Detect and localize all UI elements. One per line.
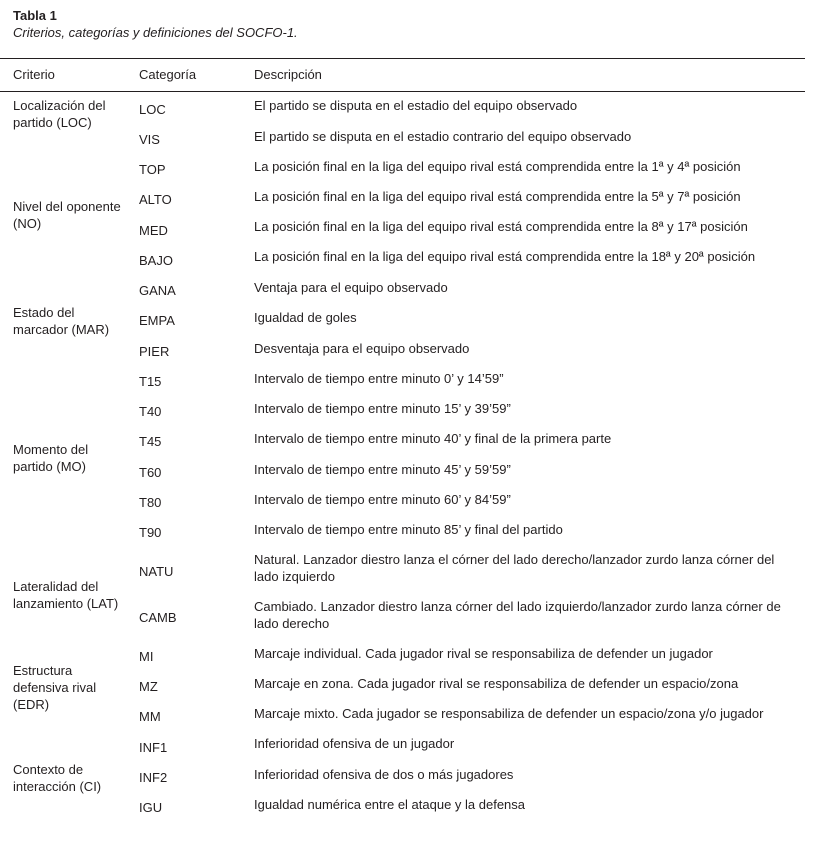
header-category: Categoría [139, 67, 197, 82]
category-cell: EMPA [139, 313, 175, 328]
criterion-line: Estado del [13, 305, 75, 320]
category-cell: T90 [139, 525, 162, 540]
category-cell: T45 [139, 434, 162, 449]
category-cell: VIS [139, 132, 160, 147]
criterion-line: Lateralidad del [13, 579, 99, 594]
criterion-edr [13, 662, 96, 713]
category-cell: NATU [139, 564, 174, 579]
criterion-line: Contexto de [13, 762, 84, 777]
category-cell: IGU [139, 800, 163, 815]
category-cell: GANA [139, 283, 176, 298]
criterion-line: Estructura [13, 663, 73, 678]
description-cell: Intervalo de tiempo entre minuto 40’ y final de la primera parte [254, 431, 612, 446]
criterion-line: (EDR) [13, 697, 50, 712]
category-cell: MZ [139, 679, 158, 694]
category-cell: TOP [139, 162, 166, 177]
description-cell: La posición final en la liga del equipo rival está comprendida entre la 8ª y 17ª posición [254, 219, 748, 234]
criterion-line: defensiva rival [13, 680, 97, 695]
criterion-line: interacción (CI) [13, 779, 102, 794]
criterion-line: partido (MO) [13, 459, 86, 474]
description-cell: Inferioridad ofensiva de dos o más jugadores [254, 767, 514, 782]
description-cell: La posición final en la liga del equipo rival está comprendida entre la 18ª y 20ª posición [254, 249, 756, 264]
table-caption: Criterios, categorías y definiciones del SOCFO-1. [13, 25, 298, 40]
description-cell: Intervalo de tiempo entre minuto 85’ y final del partido [254, 522, 563, 537]
description-cell: Cambiado. Lanzador diestro lanza córner del lado izquierdo/lanzador zurdo lanza córner de lado derecho [254, 599, 781, 631]
description-cell: Natural. Lanzador diestro lanza el córner del lado derecho/lanzador zurdo lanza córner del lado izquierdo [254, 552, 775, 584]
criterion-loc [13, 97, 106, 131]
criterion-no [13, 198, 121, 232]
criterion-line: partido (LOC) [13, 115, 92, 130]
criterion-lat [13, 578, 118, 612]
criterion-line: Momento del [13, 442, 89, 457]
category-cell: INF1 [139, 740, 168, 755]
description-cell: Intervalo de tiempo entre minuto 45’ y 59’59” [254, 462, 511, 477]
criterion-line: Nivel del oponente [13, 199, 121, 214]
description-cell: Igualdad numérica entre el ataque y la defensa [254, 797, 526, 812]
category-cell: MM [139, 709, 161, 724]
description-cell: Marcaje en zona. Cada jugador rival se responsabiliza de defender un espacio/zona [254, 676, 739, 691]
criterion-line: lanzamiento (LAT) [13, 596, 119, 611]
header-criterion: Criterio [13, 67, 55, 82]
header-description: Descripción [254, 67, 322, 82]
description-cell: Intervalo de tiempo entre minuto 15’ y 39’59” [254, 401, 511, 416]
category-cell: PIER [139, 344, 170, 359]
criterion-mar [13, 304, 109, 338]
description-cell: Inferioridad ofensiva de un jugador [254, 736, 455, 751]
criterion-line: Localización del [13, 98, 106, 113]
category-cell: INF2 [139, 770, 168, 785]
description-cell: El partido se disputa en el estadio del equipo observado [254, 98, 578, 113]
description-cell: Marcaje mixto. Cada jugador se responsabiliza de defender un espacio/zona y/o jugador [254, 706, 764, 721]
criterion-ci [13, 761, 101, 795]
category-cell: BAJO [139, 253, 173, 268]
category-cell: T15 [139, 374, 162, 389]
criterion-line: (NO) [13, 216, 42, 231]
description-cell: La posición final en la liga del equipo rival está comprendida entre la 5ª y 7ª posición [254, 189, 741, 204]
criterion-mo [13, 441, 88, 475]
category-cell: ALTO [139, 192, 172, 207]
category-cell: LOC [139, 102, 166, 117]
description-cell: Desventaja para el equipo observado [254, 341, 470, 356]
description-cell: Intervalo de tiempo entre minuto 0’ y 14’59” [254, 371, 504, 386]
top-rule [0, 58, 805, 59]
criterion-line: marcador (MAR) [13, 322, 110, 337]
description-cell: La posición final en la liga del equipo rival está comprendida entre la 1ª y 4ª posición [254, 159, 741, 174]
category-cell: MI [139, 649, 154, 664]
category-cell: T40 [139, 404, 162, 419]
description-cell: Marcaje individual. Cada jugador rival se responsabiliza de defender un jugador [254, 646, 713, 661]
category-cell: CAMB [139, 610, 177, 625]
description-cell: Intervalo de tiempo entre minuto 60’ y 84’59” [254, 492, 511, 507]
category-cell: T60 [139, 465, 162, 480]
category-cell: MED [139, 223, 168, 238]
category-cell: T80 [139, 495, 162, 510]
table-label: Tabla 1 [13, 8, 57, 23]
description-cell: El partido se disputa en el estadio contrario del equipo observado [254, 129, 632, 144]
description-cell: Igualdad de goles [254, 310, 357, 325]
header-rule [0, 91, 805, 92]
description-cell: Ventaja para el equipo observado [254, 280, 448, 295]
